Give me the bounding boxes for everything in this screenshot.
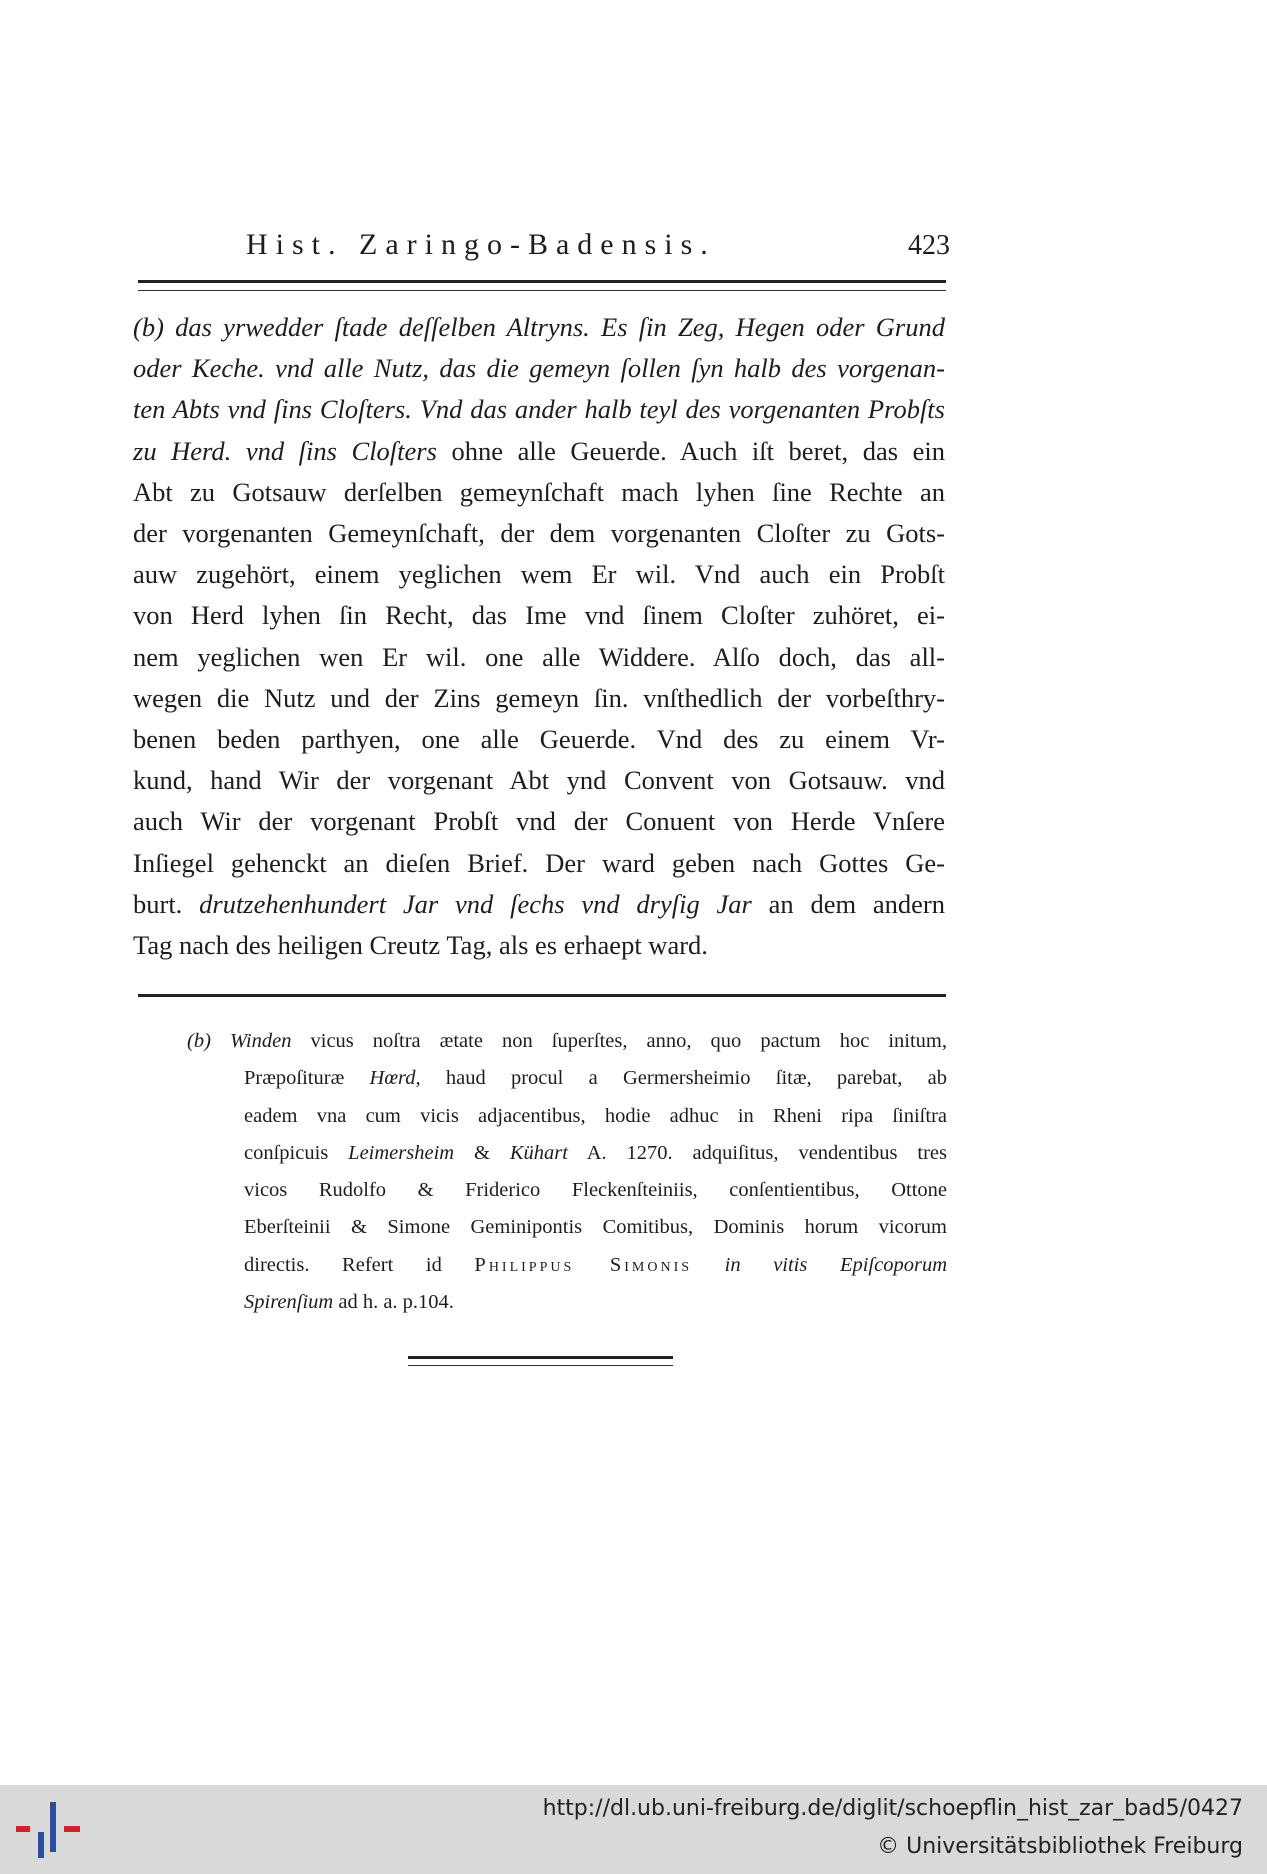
text-line xyxy=(133,843,945,884)
footer-url[interactable]: http://dl.ub.uni-freiburg.de/diglit/schoepflin_hist_zar_bad5/0427 xyxy=(542,1796,1243,1821)
footnote-segment: vicus noſtra ætate non ſuperſtes, anno, quo pactum hoc initum, xyxy=(291,1030,947,1052)
text-segment: zu Herd. vnd ſins Cloſters xyxy=(133,435,452,466)
text-line xyxy=(133,348,945,389)
footnote-segment: ad h. a. p.104. xyxy=(333,1291,454,1314)
footnote-segment: Hœrd xyxy=(369,1067,416,1090)
footnote-line xyxy=(187,1172,947,1209)
footer-bar xyxy=(0,1785,1267,1874)
footnote-segment: conſpicuis xyxy=(244,1141,349,1164)
main-text xyxy=(133,307,945,966)
text-line xyxy=(133,801,945,842)
running-title: Hist. Zaringo-Badensis. xyxy=(246,228,716,261)
end-ornament-rule xyxy=(408,1356,673,1366)
text-line xyxy=(133,595,945,636)
footnote-segment: & xyxy=(454,1141,510,1164)
text-line xyxy=(133,760,945,801)
text-line xyxy=(133,472,945,513)
footnote-line xyxy=(187,1060,947,1097)
footnote-segment: Eberſteinii & Simone Geminipontis Comitibus, Dominis horum vicorum xyxy=(244,1216,947,1239)
footnote-segment: in vitis Epiſcoporum xyxy=(692,1253,947,1276)
text-segment: der vorgenanten Gemeynſchaft, der dem vorgenanten Cloſter zu Gots- xyxy=(133,518,945,549)
text-segment: auch Wir der vorgenant Probſt vnd der Conuent von Herde Vnſere xyxy=(133,806,945,837)
footnote-line xyxy=(187,1284,947,1321)
text-line xyxy=(133,884,945,925)
text-segment: drutzehenhundert Jar vnd ſechs vnd dryſig Jar xyxy=(199,888,769,919)
text-segment: oder Keche. vnd alle Nutz, das die gemeyn ſollen ſyn halb des vorgenan- xyxy=(133,353,945,384)
page-number: 423 xyxy=(908,230,950,261)
footnote-segment: A. 1270. adquiſitus, vendentibus tres xyxy=(567,1141,948,1164)
text-line xyxy=(133,513,945,554)
footnote-segment: directis. Refert id xyxy=(244,1253,475,1276)
footnote-segment: Winden xyxy=(229,1030,292,1052)
footnote-segment: Leimersheim xyxy=(348,1141,455,1164)
footnote-segment: Philippus Simonis xyxy=(474,1253,693,1276)
footnote-line xyxy=(187,1098,947,1135)
running-head xyxy=(230,228,950,262)
footnote-line xyxy=(187,1023,947,1060)
footnote-segment: Kühart xyxy=(509,1141,568,1164)
footnote-segment: Spirenſium xyxy=(244,1291,334,1314)
footnote xyxy=(187,1023,947,1321)
text-line xyxy=(133,719,945,760)
footnote-segment: vicos Rudolfo & Friderico Fleckenſteiniis, conſentientibus, Ottone xyxy=(244,1179,947,1202)
ub-freiburg-logo-icon xyxy=(16,1800,80,1860)
text-segment: Abt zu Gotsauw derſelben gemeynſchaft mach lyhen ſine Rechte an xyxy=(133,476,945,507)
text-segment: ohne alle Geuerde. Auch iſt beret, das ein xyxy=(451,435,945,466)
text-segment: nem yeglichen wen Er wil. one alle Widdere. Alſo doch, das all- xyxy=(133,641,945,672)
text-segment: ten Abts vnd ſins Cloſters. Vnd das ander halb teyl des vorgenanten Probſts xyxy=(133,394,945,425)
text-line xyxy=(133,431,945,472)
text-segment: kund, hand Wir der vorgenant Abt ynd Convent von Gotsauw. vnd xyxy=(133,765,945,796)
text-segment: wegen die Nutz und der Zins gemeyn ſin. vnſthedlich der vorbeſthry- xyxy=(133,682,945,713)
text-segment: von Herd lyhen ſin Recht, das Ime vnd ſinem Cloſter zuhöret, ei- xyxy=(133,600,945,631)
text-segment: Tag nach des heiligen Creutz Tag, als es erhaept ward. xyxy=(133,930,708,961)
text-segment: (b) das yrwedder ſtade deſſelben Altryns. Es ſin Zeg, Hegen oder Grund xyxy=(133,312,945,342)
footer-copyright: © Universitätsbibliothek Freiburg xyxy=(877,1834,1243,1859)
text-segment: an dem andern xyxy=(768,888,945,919)
text-segment: benen beden parthyen, one alle Geuerde. Vnd des zu einem Vr- xyxy=(133,724,945,755)
text-segment: Inſiegel gehenckt an dieſen Brief. Der ward geben nach Gottes Ge- xyxy=(133,847,945,878)
text-line xyxy=(133,637,945,678)
text-line xyxy=(133,925,945,966)
text-line xyxy=(133,389,945,430)
footnote-line xyxy=(187,1247,947,1284)
footnote-separator-rule xyxy=(138,994,946,997)
text-segment: burt. xyxy=(133,888,200,919)
footnote-line xyxy=(187,1135,947,1172)
header-rule xyxy=(138,280,946,291)
footnote-segment: , haud procul a Germersheimio ſitæ, parebat, ab xyxy=(415,1067,947,1090)
footnote-line xyxy=(187,1209,947,1246)
text-segment: auw zugehört, einem yeglichen wem Er wil. Vnd auch ein Probſt xyxy=(133,559,945,590)
text-line xyxy=(133,678,945,719)
footnote-segment: eadem vna cum vicis adjacentibus, hodie adhuc in Rheni ripa ſiniſtra xyxy=(244,1104,947,1127)
text-line xyxy=(133,554,945,595)
footnote-segment: Præpoſituræ xyxy=(244,1067,370,1090)
footnote-segment: (b) xyxy=(187,1030,230,1052)
text-line xyxy=(133,307,945,348)
